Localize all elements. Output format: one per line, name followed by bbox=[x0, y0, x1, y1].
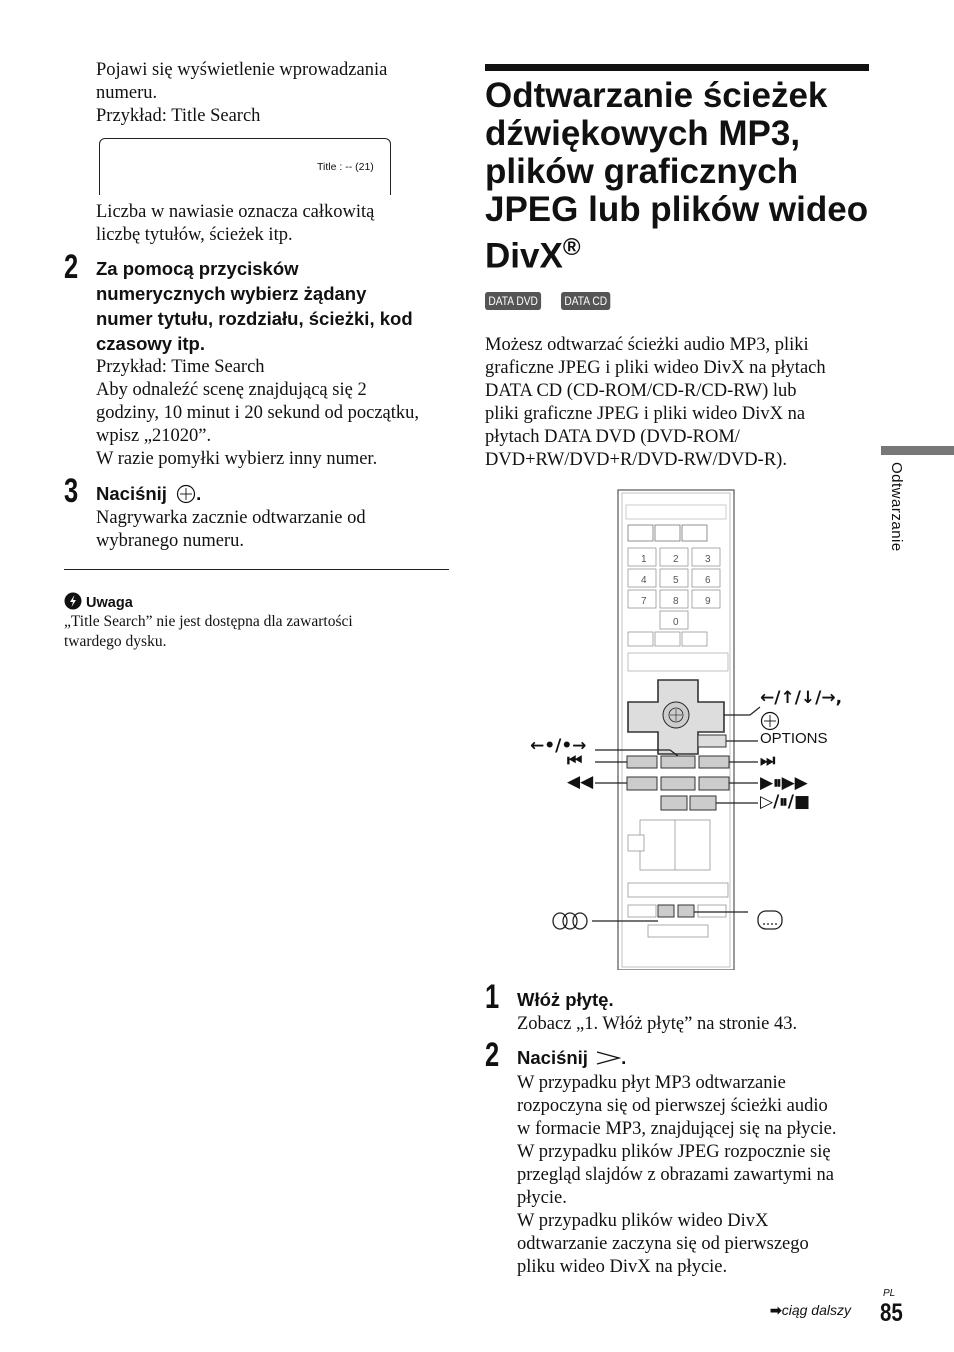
step-heading: numerycznych wybierz żądany bbox=[96, 283, 367, 304]
remote-key-7: 7 bbox=[641, 596, 647, 607]
title-rule bbox=[485, 64, 869, 71]
remote-key-2: 2 bbox=[673, 554, 679, 565]
step-body: W przypadku plików JPEG rozpocznie się bbox=[517, 1142, 831, 1162]
step-body: Zobacz „1. Włóż płytę” na stronie 43. bbox=[517, 1014, 798, 1034]
audio-icon bbox=[553, 913, 587, 929]
step-body: przegląd slajdów z obrazami zawartymi na bbox=[517, 1165, 834, 1185]
divider bbox=[64, 569, 449, 570]
intro-line: DVD+RW/DVD+R/DVD-RW/DVD-R). bbox=[485, 450, 787, 470]
intro-line: numeru. bbox=[96, 83, 158, 103]
language-code: PL bbox=[883, 1288, 896, 1299]
enter-icon bbox=[760, 711, 780, 731]
step-body: W przypadku plików wideo DivX bbox=[517, 1211, 769, 1231]
step-body: rozpoczyna się od pierwszej ścieżki audio bbox=[517, 1096, 828, 1116]
intro-line: DATA CD (CD-ROM/CD-R/CD-RW) lub bbox=[485, 381, 797, 401]
title-search-display bbox=[99, 138, 391, 195]
section-tab-bar bbox=[881, 446, 954, 455]
step-body: Aby odnaleźć scenę znajdującą się 2 bbox=[96, 380, 367, 400]
options-callout: OPTIONS bbox=[760, 730, 828, 747]
subtitle-icon bbox=[758, 911, 782, 929]
step-heading: Za pomocą przycisków bbox=[96, 258, 299, 279]
page-number: 85 bbox=[880, 1299, 903, 1327]
display-text: Title : -- (21) bbox=[317, 161, 374, 173]
step-body: Nagrywarka zacznie odtwarzanie od bbox=[96, 508, 366, 528]
intro-line: Możesz odtwarzać ścieżki audio MP3, pliki bbox=[485, 335, 809, 355]
intro-line: pliki graficzne JPEG i pliki wideo DivX na bbox=[485, 404, 806, 424]
step-body: W przypadku płyt MP3 odtwarzanie bbox=[517, 1073, 786, 1093]
intro-line: płytach DATA DVD (DVD-ROM/ bbox=[485, 427, 740, 447]
step-body: płycie. bbox=[517, 1188, 567, 1208]
slow-callout: ▶⏸▶▶ bbox=[760, 773, 808, 793]
play-icon bbox=[595, 1050, 621, 1066]
continued-text: ciąg dalszy bbox=[781, 1302, 851, 1318]
intro-line: Pojawi się wyświetlenie wprowadzania bbox=[96, 60, 388, 80]
skip-callout: ←•/•→ bbox=[530, 736, 587, 756]
enter-icon bbox=[176, 484, 196, 504]
step-body: Przykład: Time Search bbox=[96, 357, 265, 377]
step-heading: Włóż płytę. bbox=[517, 989, 614, 1010]
step-number: 2 bbox=[485, 1036, 500, 1074]
rewind-callout: ◀◀ bbox=[567, 772, 594, 792]
continued-arrow-icon: ➡ bbox=[770, 1302, 782, 1318]
note-text: „Title Search” nie jest dostępna dla zawartości bbox=[64, 613, 353, 630]
step-body: odtwarzanie zaczyna się od pierwszego bbox=[517, 1234, 809, 1254]
step-number: 1 bbox=[485, 978, 500, 1016]
step-body: pliku wideo DivX na płycie. bbox=[517, 1257, 728, 1277]
data-cd-badge: DATA CD bbox=[561, 292, 610, 310]
prev-callout: ⏮ bbox=[567, 751, 583, 771]
note-label: Uwaga bbox=[86, 595, 133, 611]
remote-key-6: 6 bbox=[705, 575, 711, 586]
remote-key-1: 1 bbox=[641, 554, 647, 565]
remote-key-3: 3 bbox=[705, 554, 711, 565]
intro-line: graficzne JPEG i pliki wideo DivX na płytach bbox=[485, 358, 826, 378]
step-body: wybranego numeru. bbox=[96, 531, 244, 551]
example-text: Przykład: Title Search bbox=[96, 106, 261, 126]
step-number: 3 bbox=[64, 472, 79, 510]
remote-key-0: 0 bbox=[673, 617, 679, 628]
remote-illustration bbox=[530, 485, 850, 970]
step-number: 2 bbox=[64, 248, 79, 286]
step-body: W razie pomyłki wybierz inny numer. bbox=[96, 449, 378, 469]
step-body: w formacie MP3, znajdującej się na płycie. bbox=[517, 1119, 837, 1139]
remote-key-9: 9 bbox=[705, 596, 711, 607]
data-dvd-badge: DATA DVD bbox=[485, 292, 541, 310]
note-line: Liczba w nawiasie oznacza całkowitą bbox=[96, 202, 375, 222]
next-callout: ⏭ bbox=[760, 751, 776, 771]
note-text: twardego dysku. bbox=[64, 633, 167, 650]
section-tab-label: Odtwarzanie bbox=[888, 462, 905, 552]
step-body: godziny, 10 minut i 20 sekund od początku, bbox=[96, 403, 420, 423]
step-heading: czasowy itp. bbox=[96, 333, 205, 354]
note-line: liczbę tytułów, ścieżek itp. bbox=[96, 225, 293, 245]
page-title: Odtwarzanie ścieżek dźwiękowych MP3, plików graficznych JPEG lub plików wideo DivX® bbox=[485, 76, 869, 276]
remote-key-4: 4 bbox=[641, 575, 647, 586]
step-heading: Naciśnij bbox=[96, 483, 167, 504]
note-icon bbox=[64, 592, 82, 610]
step-heading: Naciśnij bbox=[517, 1047, 588, 1068]
step-body: wpisz „21020”. bbox=[96, 426, 212, 446]
remote-key-8: 8 bbox=[673, 596, 679, 607]
step-heading: numer tytułu, rozdziału, ścieżki, kod bbox=[96, 308, 413, 329]
play-pause-stop-callout: ▷/⏸/■ bbox=[760, 792, 811, 812]
arrows-callout: ←/↑/↓/→, bbox=[760, 688, 843, 708]
remote-key-5: 5 bbox=[673, 575, 679, 586]
